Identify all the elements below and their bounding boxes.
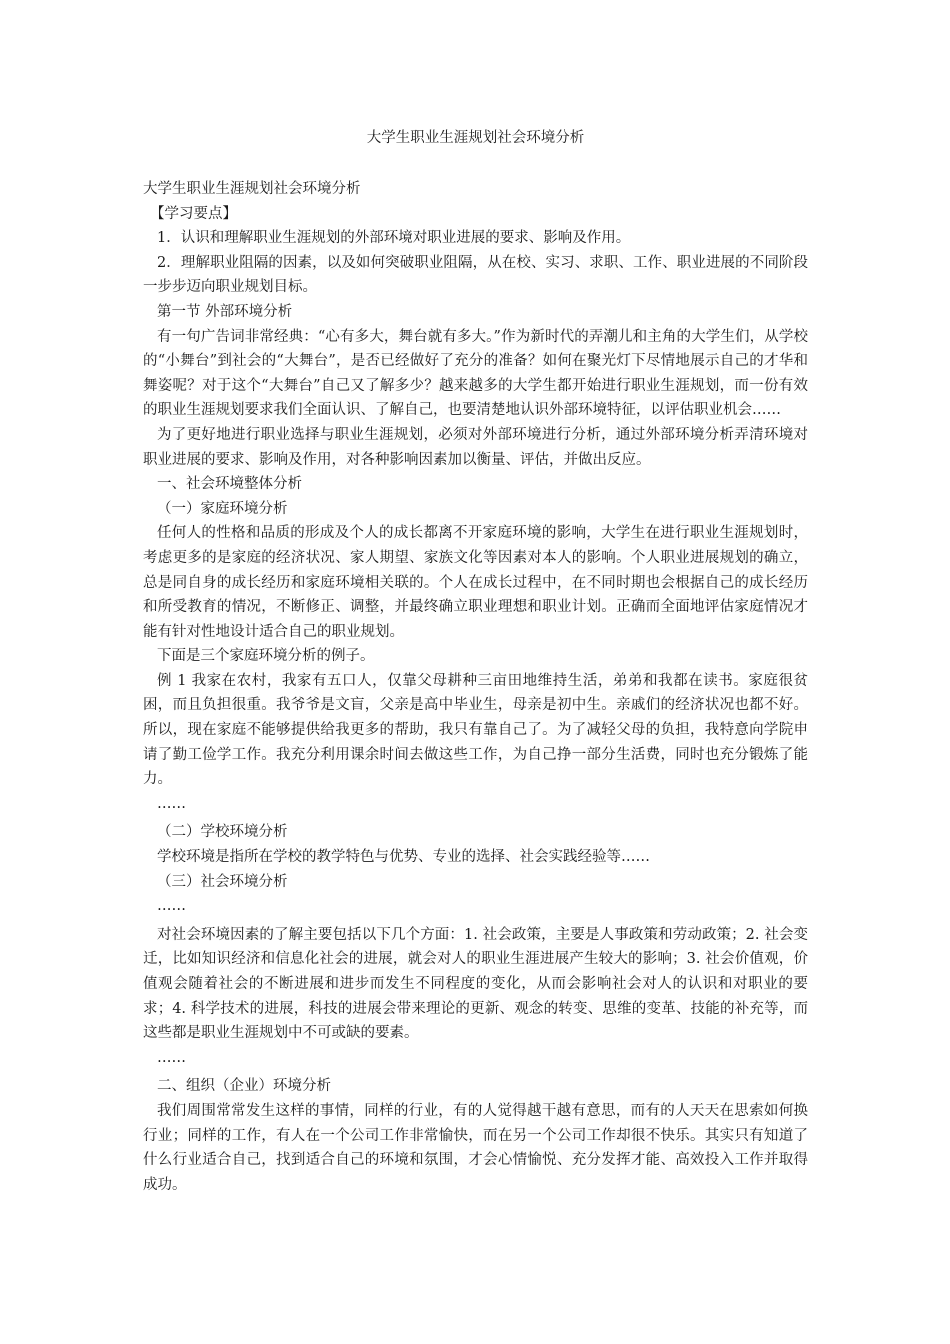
subsection-heading: （三）社会环境分析 — [157, 873, 288, 890]
body-heading: 大学生职业生涯规划社会环境分析 — [143, 181, 361, 197]
study-point-2: 2．理解职业阻隔的因素，以及如何突破职业阻隔，从在校、实习、求职、工作、职业进展的不同阶段一步步迈向职业规划目标。 — [143, 254, 808, 296]
section-heading: 第一节 外部环境分析 — [157, 303, 293, 320]
study-point-1: 1．认识和理解职业生涯规划的外部环境对职业进展的要求、影响及作用。 — [157, 230, 631, 247]
ellipsis: …… — [157, 1049, 186, 1066]
subsection-heading: （一）家庭环境分析 — [157, 500, 288, 517]
study-points-heading: 【学习要点】 — [150, 205, 237, 222]
paragraph: 任何人的性格和品质的形成及个人的成长都离不开家庭环境的影响，大学生在进行职业生涯规划时，考虑更多的是家庭的经济状况、家人期望、家族文化等因素对本人的影响。个人职业进展规划的确立，总是同自身的成长经历和家庭环境相关联的。个人在成长过程中，在不同时期也会根据自己的成长经历和所受教育的情况，不断修正、调整，并最终确立职业理想和职业计划。正确而全面地评估家庭情况才能有针对性地设计适合自己的职业规划。 — [143, 525, 808, 640]
paragraph: 下面是三个家庭环境分析的例子。 — [157, 648, 375, 665]
subsection-heading: 一、社会环境整体分析 — [157, 476, 302, 493]
paragraph: 学校环境是指所在学校的教学特色与优势、专业的选择、社会实践经验等…… — [157, 849, 650, 866]
document-body — [143, 177, 808, 1197]
paragraph: 对社会环境因素的了解主要包括以下几个方面：1. 社会政策，主要是人事政策和劳动政策；2. 社会变迁，比如知识经济和信息化社会的进展，就会对人的职业生涯进展产生较大的影响；3. 社会价值观，价值观会随着社会的不断进展和进步而发生不同程度的变化，从而会影响社会对人的认识和对职业的要求；4. 科学技术的进展，科技的进展会带来理论的更新、观念的转变、思维的变革、技能的补充等，而这些都是职业生涯规划中不可或缺的要素。 — [143, 926, 808, 1042]
subsection-heading: （二）学校环境分析 — [157, 824, 288, 841]
ellipsis: …… — [157, 898, 186, 915]
ellipsis: …… — [157, 795, 186, 812]
paragraph: 我们周围常常发生这样的事情，同样的行业，有的人觉得越干越有意思，而有的人天天在思索如何换行业；同样的工作，有人在一个公司工作非常愉快，而在另一个公司工作却很不快乐。其实只有知道了什么行业适合自己，找到适合自己的环境和氛围，才会心情愉悦、充分发挥才能、高效投入工作并取得成功。 — [143, 1102, 808, 1193]
example-paragraph: 例 1 我家在农村，我家有五口人，仅靠父母耕种三亩田地维持生活，弟弟和我都在读书。家庭很贫困，而且负担很重。我爷爷是文盲，父亲是高中毕业生，母亲是初中生。亲戚们的经济状况也都不好。所以，现在家庭不能够提供给我更多的帮助，我只有靠自己了。为了减轻父母的负担，我特意向学院申请了勤工俭学工作。我充分利用课余时间去做这些工作，为自己挣一部分生活费，同时也充分锻炼了能力。 — [143, 672, 808, 788]
paragraph: 有一句广告词非常经典：“心有多大，舞台就有多大。”作为新时代的弄潮儿和主角的大学生们，从学校的“小舞台”到社会的“大舞台”，是否已经做好了充分的准备？如何在聚光灯下尽情地展示自己的才华和舞姿呢？对于这个“大舞台”自己又了解多少？越来越多的大学生都开始进行职业生涯规划，而一份有效的职业生涯规划要求我们全面认识、了解自己，也要清楚地认识外部环境特征，以评估职业机会…… — [143, 328, 808, 419]
document-title: 大学生职业生涯规划社会环境分析 — [366, 130, 585, 146]
paragraph: 为了更好地进行职业选择与职业生涯规划，必须对外部环境进行分析，通过外部环境分析弄清环境对职业进展的要求、影响及作用，对各种影响因素加以衡量、评估，并做出反应。 — [143, 426, 808, 468]
section-heading: 二、组织（企业）环境分析 — [157, 1078, 331, 1095]
